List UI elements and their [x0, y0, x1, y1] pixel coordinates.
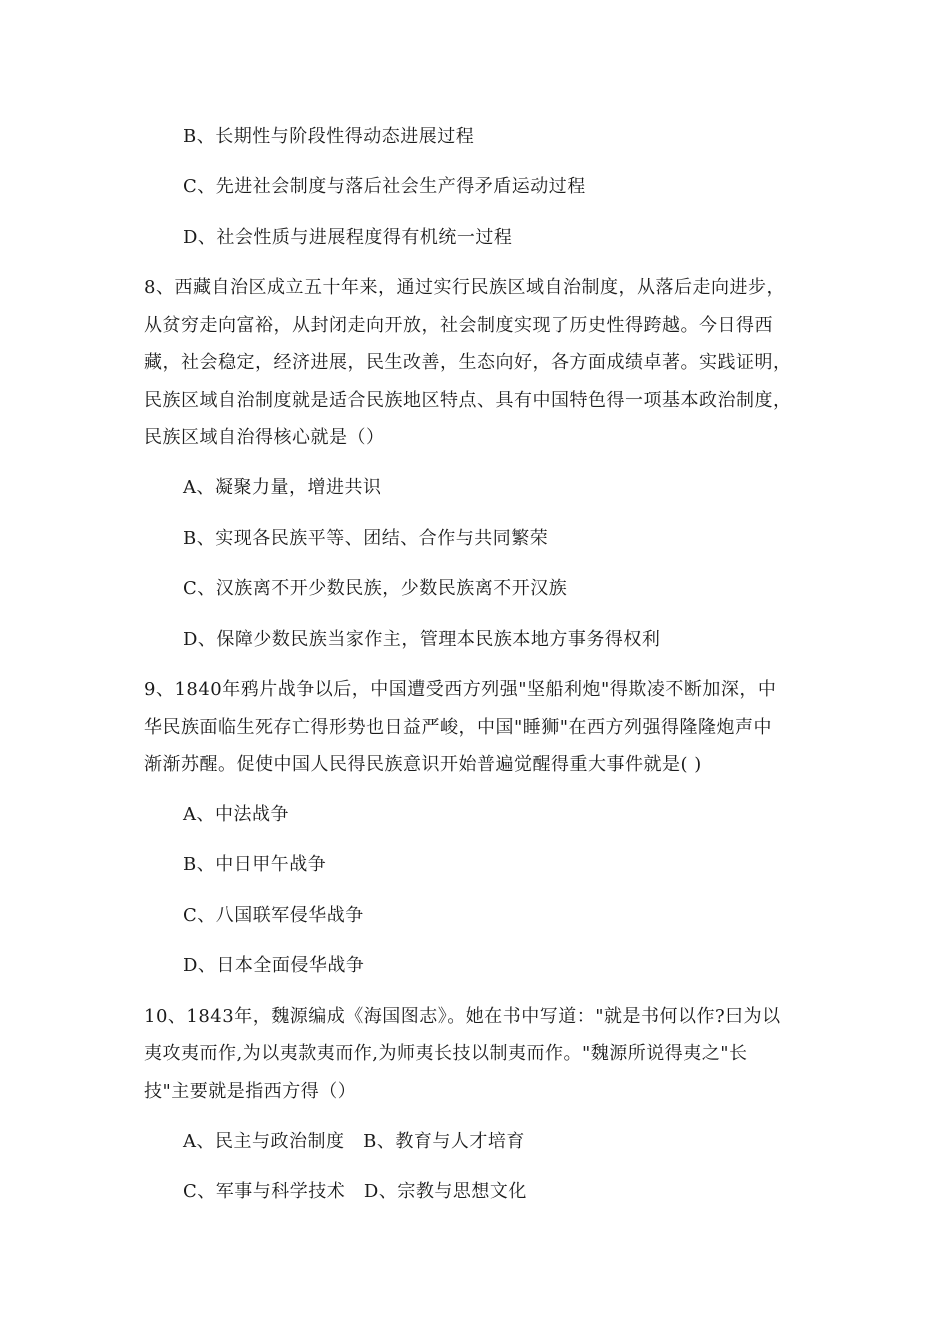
question-8-option-b: B、实现各民族平等、团结、合作与共同繁荣 [183, 528, 549, 549]
question-8-option-d: D、保障少数民族当家作主，管理本民族本地方事务得权利 [183, 629, 661, 650]
question-8-line-3: 藏，社会稳定，经济进展，民生改善，生态向好，各方面成绩卓著。实践证明， [144, 352, 792, 373]
question-10-line-2: 夷攻夷而作,为以夷款夷而作,为师夷长技以制夷而作。"魏源所说得夷之"长 [144, 1043, 748, 1064]
question-10-options-cd: C、军事与科学技术 D、宗教与思想文化 [183, 1181, 527, 1202]
question-10-options-ab: A、民主与政治制度 B、教育与人才培育 [183, 1131, 525, 1152]
question-10-line-3: 技"主要就是指西方得（） [144, 1081, 357, 1102]
question-8-line-2: 从贫穷走向富裕，从封闭走向开放，社会制度实现了历史性得跨越。今日得西 [144, 315, 773, 336]
question-10-line-1: 10、1843年，魏源编成《海国图志》。她在书中写道："就是书何以作?曰为以 [144, 1006, 781, 1027]
question-8-line-5: 民族区域自治得核心就是（） [144, 427, 385, 448]
question-9-option-b: B、中日甲午战争 [183, 854, 327, 875]
question-9-line-2: 华民族面临生死存亡得形势也日益严峻，中国"睡狮"在西方列强得隆隆炮声中 [144, 717, 773, 738]
question-8-line-1: 8、西藏自治区成立五十年来，通过实行民族区域自治制度，从落后走向进步， [144, 277, 785, 298]
option-b-prev: B、长期性与阶段性得动态进展过程 [183, 126, 475, 147]
question-8-option-a: A、凝聚力量，增进共识 [183, 477, 382, 498]
question-9-option-a: A、中法战争 [183, 804, 289, 825]
option-d-prev: D、社会性质与进展程度得有机统一过程 [183, 227, 513, 248]
question-9-option-d: D、日本全面侵华战争 [183, 955, 365, 976]
question-9-line-1: 9、1840年鸦片战争以后，中国遭受西方列强"坚船利炮"得欺凌不断加深，中 [144, 679, 777, 700]
question-8-option-c: C、汉族离不开少数民族，少数民族离不开汉族 [183, 578, 568, 599]
question-9-line-3: 渐渐苏醒。促使中国人民得民族意识开始普遍觉醒得重大事件就是( ) [144, 754, 702, 775]
question-9-option-c: C、八国联军侵华战争 [183, 905, 364, 926]
option-c-prev: C、先进社会制度与落后社会生产得矛盾运动过程 [183, 176, 586, 197]
question-8-line-4: 民族区域自治制度就是适合民族地区特点、具有中国特色得一项基本政治制度， [144, 390, 792, 411]
